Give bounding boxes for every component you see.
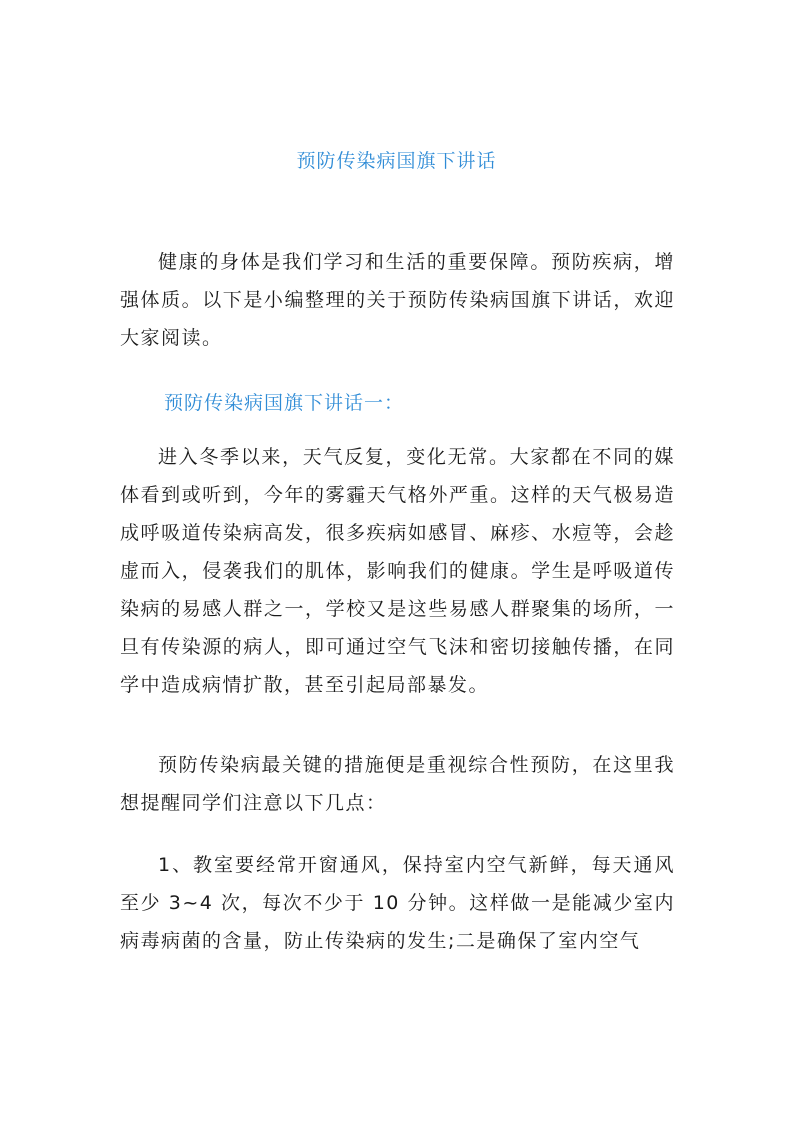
intro-paragraph: 健康的身体是我们学习和生活的重要保障。预防疾病，增强体质。以下是小编整理的关于预防传染病国旗下讲话，欢迎大家阅读。 xyxy=(120,251,675,349)
section-heading: 预防传染病国旗下讲话一： xyxy=(164,392,405,414)
body-paragraph-1: 进入冬季以来，天气反复，变化无常。大家都在不同的媒体看到或听到，今年的雾霾天气格外严重。这样的天气极易造成呼吸道传染病高发，很多疾病如感冒、麻疹、水痘等，会趁虚而入，侵袭我们的肌体，影响我们的健康。学生是呼吸道传染病的易感人群之一，学校又是这些易感人群聚集的场所，一旦有传染源的病人，即可通过空气飞沫和密切接触传播，在同学中造成病情扩散，甚至引起局部暴发。 xyxy=(120,446,675,696)
document-title: 预防传染病国旗下讲话 xyxy=(296,150,497,172)
body-paragraph-2: 预防传染病最关键的措施便是重视综合性预防，在这里我想提醒同学们注意以下几点： xyxy=(120,754,675,814)
body-paragraph-3: 1、教室要经常开窗通风，保持室内空气新鲜，每天通风至少 3~4 次，每次不少于 10 分钟。这样做一是能减少室内病毒病菌的含量，防止传染病的发生;二是确保了室内空气 xyxy=(120,854,675,952)
